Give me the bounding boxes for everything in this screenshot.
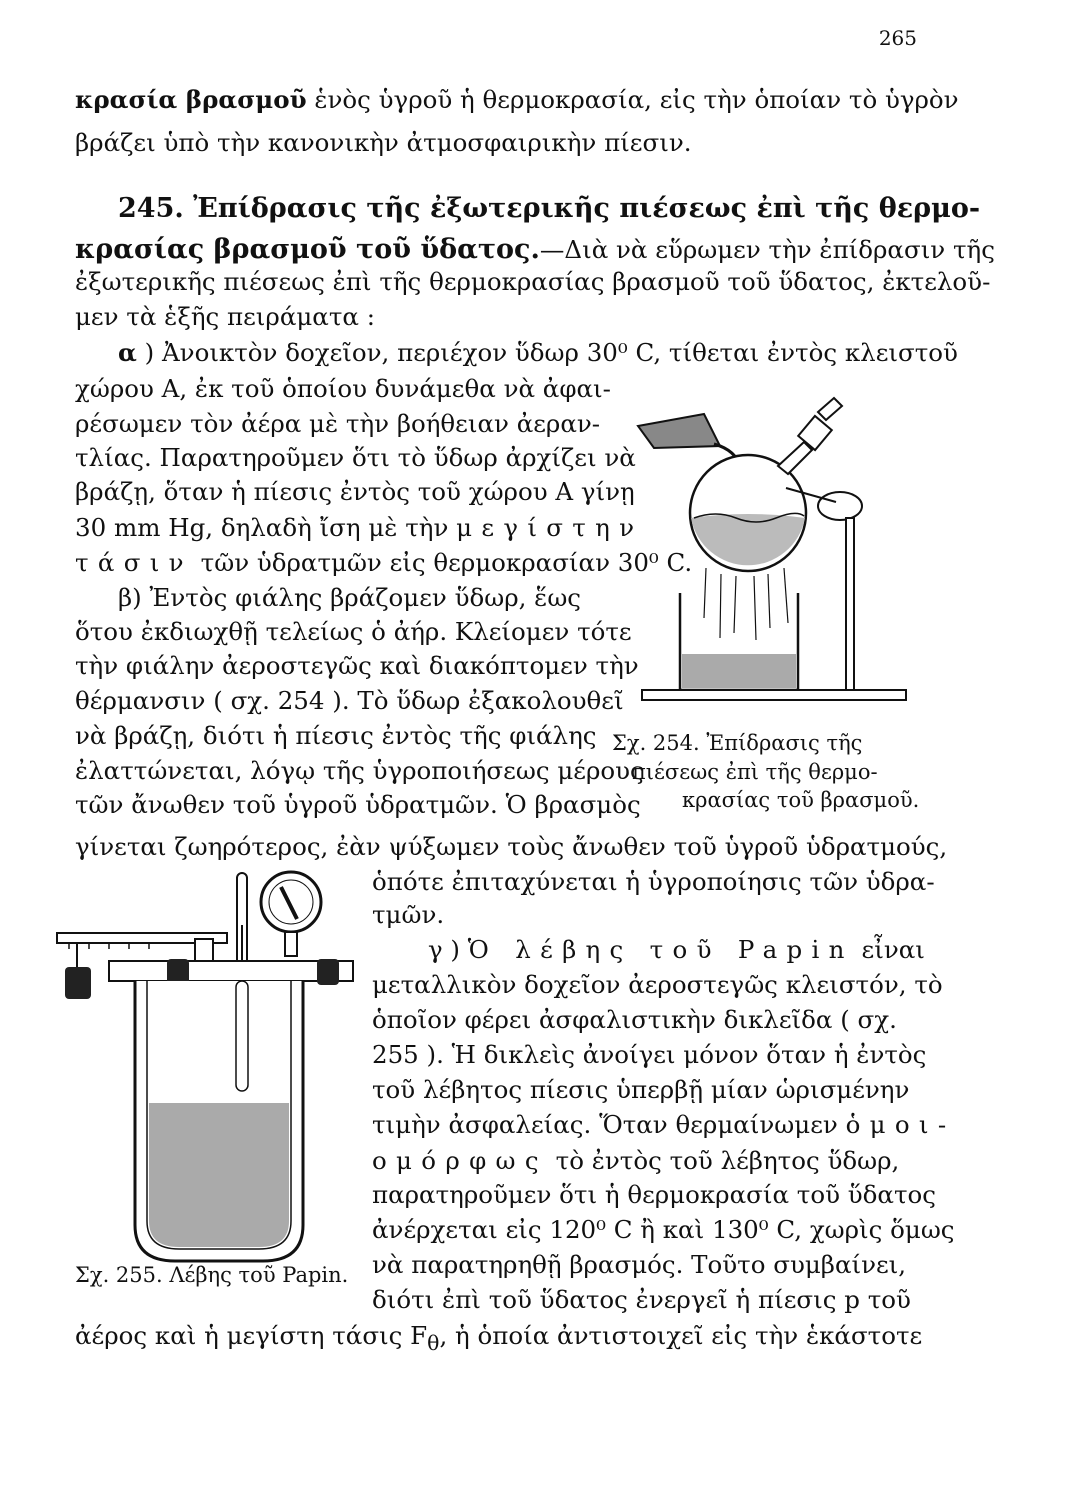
- figure-254-caption: πιέσεως ἐπὶ τῆς θερμο-: [632, 760, 878, 784]
- page-number: 265: [878, 26, 917, 50]
- text-line: γ ) Ὁ λέβης τοῦ Papin εἶναι: [428, 935, 925, 964]
- text-line: τάσιν τῶν ὑδρατμῶν εἰς θερμοκρασίαν 30⁰ C.: [75, 548, 693, 577]
- text-line: χώρου A, ἐκ τοῦ ὁποίου δυνάμεθα νὰ ἀφαι-: [75, 374, 611, 403]
- text-line: ὁπότε ἐπιταχύνεται ἡ ὑγροποίησις τῶν ὑδρα-: [372, 867, 935, 896]
- text-line: νὰ βράζῃ, διότι ἡ πίεσις ἐντὸς τῆς φιάλης: [75, 721, 597, 750]
- section-heading: 245. Ἐπίδρασις τῆς ἐξωτερικῆς πιέσεως ἐπὶ τῆς θερμο-: [118, 193, 981, 224]
- text-line: γίνεται ζωηρότερος, ἐὰν ψύξωμεν τοὺς ἄνωθεν τοῦ ὑγροῦ ὑδρατμούς,: [75, 832, 948, 861]
- text-line: ρέσωμεν τὸν ἀέρα μὲ τὴν βοήθειαν ἀεραν-: [75, 409, 601, 438]
- text-line: τλίας. Παρατηροῦμεν ὅτι τὸ ὕδωρ ἀρχίζει νὰ: [75, 443, 636, 472]
- text-line: βράζῃ, ὅταν ἡ πίεσις ἐντὸς τοῦ χώρου A γίνῃ: [75, 477, 635, 506]
- text-line: κρασίας βρασμοῦ τοῦ ὕδατος.—Διὰ νὰ εὕρωμεν τὴν ἐπίδρασιν τῆς: [75, 234, 995, 265]
- figure-255-caption: Σχ. 255. Λέβης τοῦ Papin.: [75, 1263, 349, 1287]
- text-line: βράζει ὑπὸ τὴν κανονικὴν ἀτμοσφαιρικὴν πίεσιν.: [75, 128, 692, 157]
- text-line: β) Ἐντὸς φιάλης βράζομεν ὕδωρ, ἕως: [118, 583, 582, 612]
- figure-254-caption: κρασίας τοῦ βρασμοῦ.: [682, 788, 920, 812]
- text-line: τιμὴν ἀσφαλείας. Ὅταν θερμαίνωμεν ὁμοι-: [372, 1110, 956, 1139]
- text-line: ἀνέρχεται εἰς 120⁰ C ἢ καὶ 130⁰ C, χωρὶς ὅμως: [372, 1215, 955, 1244]
- figure-254-caption: Σχ. 254. Ἐπίδρασις τῆς: [612, 731, 863, 755]
- text-line: μεταλλικὸν δοχεῖον ἀεροστεγῶς κλειστόν, τὸ: [372, 970, 943, 999]
- text-line: ἐλαττώνεται, λόγῳ τῆς ὑγροποιήσεως μέρους: [75, 756, 644, 785]
- text-line: ἐξωτερικῆς πιέσεως ἐπὶ τῆς θερμοκρασίας βρασμοῦ τοῦ ὕδατος, ἐκτελοῦ-: [75, 267, 991, 296]
- figure-254-flask-illustration: [636, 378, 916, 713]
- text-line: ὁποῖον φέρει ἀσφαλιστικὴν δικλεῖδα ( σχ.: [372, 1005, 897, 1034]
- figure-255-papin-digester-illustration: [55, 865, 355, 1265]
- text-line: α ) Ἀνοικτὸν δοχεῖον, περιέχον ὕδωρ 30⁰ C, τίθεται ἐντὸς κλειστοῦ: [118, 338, 958, 367]
- text-line: τοῦ λέβητος πίεσις ὑπερβῇ μίαν ὡρισμένην: [372, 1075, 910, 1104]
- text-line: διότι ἐπὶ τοῦ ὕδατος ἐνεργεῖ ἡ πίεσις p τοῦ: [372, 1285, 911, 1314]
- text-line: κρασία βρασμοῦ ἑνὸς ὑγροῦ ἡ θερμοκρασία, εἰς τὴν ὁποίαν τὸ ὑγρὸν: [75, 85, 959, 114]
- text-line: 30 mm Hg, δηλαδὴ ἴση μὲ τὴν μεγίστην: [75, 513, 644, 542]
- text-line: τμῶν.: [372, 900, 445, 929]
- text-line: τῶν ἄνωθεν τοῦ ὑγροῦ ὑδρατμῶν. Ὁ βρασμὸς: [75, 790, 641, 819]
- text-line: παρατηροῦμεν ὅτι ἡ θερμοκρασία τοῦ ὕδατος: [372, 1180, 936, 1209]
- text-line: νὰ παρατηρηθῇ βρασμός. Τοῦτο συμβαίνει,: [372, 1250, 907, 1279]
- text-line: 255 ). Ἡ δικλεὶς ἀνοίγει μόνον ὅταν ἡ ἐντὸς: [372, 1040, 927, 1069]
- text-line: ομόρφως τὸ ἐντὸς τοῦ λέβητος ὕδωρ,: [372, 1146, 900, 1175]
- text-line: τὴν φιάλην ἀεροστεγῶς καὶ διακόπτομεν τὴν: [75, 651, 639, 680]
- text-line: θέρμανσιν ( σχ. 254 ). Τὸ ὕδωρ ἐξακολουθεῖ: [75, 686, 624, 715]
- text-line: μεν τὰ ἑξῆς πειράματα :: [75, 302, 375, 331]
- text-line: ἀέρος καὶ ἡ μεγίστη τάσις $F_\theta$, ἡ ὁποία ἀντιστοιχεῖ εἰς τὴν ἑκάστοτε: [75, 1321, 923, 1355]
- text-line: ὅτου ἐκδιωχθῇ τελείως ὁ ἀήρ. Κλείομεν τότε: [75, 617, 632, 646]
